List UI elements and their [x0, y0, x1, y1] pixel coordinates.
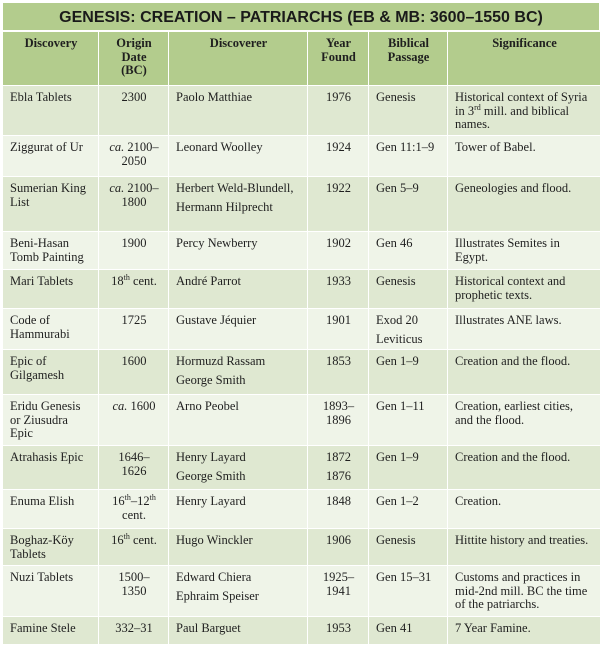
cell-significance: Historical context and prophetic texts. [448, 270, 601, 309]
cell-biblical-passage: Gen 11:1–9 [369, 136, 448, 177]
table-row [3, 446, 601, 490]
document-page [2, 2, 600, 645]
cell-origin-date: ca. 2100–1800 [99, 177, 169, 232]
cell-discoverer: André Parrot [169, 270, 308, 309]
cell-origin-date: 18th cent. [99, 270, 169, 309]
cell-biblical-passage: Gen 41 [369, 617, 448, 645]
cell-biblical-passage: Genesis [369, 529, 448, 566]
cell-discovery: Code of Hammurabi [3, 309, 99, 350]
cell-significance: Illustrates Semites in Egypt. [448, 232, 601, 270]
cell-significance: Customs and practices in mid-2nd mill. BC the time of the patriarchs. [448, 566, 601, 617]
cell-origin-date: 332–31 [99, 617, 169, 645]
header-year-found: Year Found [308, 32, 369, 86]
cell-origin-date: 2300 [99, 86, 169, 136]
cell-discoverer: Henry Layard George Smith [169, 446, 308, 490]
cell-significance: Creation, earliest cities, and the flood. [448, 395, 601, 446]
table-row [3, 270, 601, 309]
header-biblical-passage: Biblical Passage [369, 32, 448, 86]
table-row [3, 309, 601, 350]
cell-discoverer: Herbert Weld-Blundell, Hermann Hilprecht [169, 177, 308, 232]
cell-year-found: 1848 [308, 490, 369, 529]
table-row [3, 490, 601, 529]
header-discoverer: Discoverer [169, 32, 308, 86]
cell-biblical-passage: Gen 1–9 [369, 446, 448, 490]
table-row [3, 566, 601, 617]
table-row [3, 350, 601, 395]
cell-year-found: 1872 1876 [308, 446, 369, 490]
table-title: GENESIS: CREATION – PATRIARCHS (EB & MB: 3600–1550 BC) [2, 2, 600, 31]
cell-biblical-passage: Genesis [369, 270, 448, 309]
cell-origin-date: 1900 [99, 232, 169, 270]
cell-discoverer: Edward Chiera Ephraim Speiser [169, 566, 308, 617]
cell-biblical-passage: Gen 15–31 [369, 566, 448, 617]
cell-significance: Tower of Babel. [448, 136, 601, 177]
cell-origin-date: ca. 1600 [99, 395, 169, 446]
cell-discovery: Mari Tablets [3, 270, 99, 309]
cell-origin-date: 16th–12th cent. [99, 490, 169, 529]
cell-discovery: Eridu Genesis or Ziusudra Epic [3, 395, 99, 446]
cell-origin-date: 1725 [99, 309, 169, 350]
cell-discovery: Nuzi Tablets [3, 566, 99, 617]
table-row [3, 232, 601, 270]
table-row [3, 529, 601, 566]
cell-discovery: Enuma Elish [3, 490, 99, 529]
cell-significance: Geneologies and flood. [448, 177, 601, 232]
table-row [3, 395, 601, 446]
cell-discoverer: Paolo Matthiae [169, 86, 308, 136]
cell-significance: Hittite history and treaties. [448, 529, 601, 566]
cell-discovery: Sumerian King List [3, 177, 99, 232]
cell-year-found: 1933 [308, 270, 369, 309]
cell-year-found: 1924 [308, 136, 369, 177]
table-row [3, 136, 601, 177]
cell-biblical-passage: Gen 1–2 [369, 490, 448, 529]
cell-discovery: Epic of Gilgamesh [3, 350, 99, 395]
cell-significance: Creation. [448, 490, 601, 529]
header-origin-date: Origin Date (BC) [99, 32, 169, 86]
cell-significance: Historical context of Syria in 3rd mill. and biblical names. [448, 86, 601, 136]
cell-origin-date: 1646–1626 [99, 446, 169, 490]
cell-origin-date: 16th cent. [99, 529, 169, 566]
cell-discoverer: Henry Layard [169, 490, 308, 529]
cell-discovery: Ebla Tablets [3, 86, 99, 136]
cell-discovery: Ziggurat of Ur [3, 136, 99, 177]
table-row [3, 617, 601, 645]
cell-significance: Illustrates ANE laws. [448, 309, 601, 350]
cell-biblical-passage: Genesis [369, 86, 448, 136]
cell-significance: Creation and the flood. [448, 446, 601, 490]
cell-discoverer: Hormuzd Rassam George Smith [169, 350, 308, 395]
cell-biblical-passage: Gen 5–9 [369, 177, 448, 232]
cell-origin-date: 1600 [99, 350, 169, 395]
cell-significance: 7 Year Famine. [448, 617, 601, 645]
discoveries-table [2, 31, 601, 645]
cell-year-found: 1953 [308, 617, 369, 645]
cell-discovery: Beni-Hasan Tomb Painting [3, 232, 99, 270]
header-row [3, 32, 601, 86]
cell-biblical-passage: Gen 1–11 [369, 395, 448, 446]
header-significance: Significance [448, 32, 601, 86]
cell-discovery: Famine Stele [3, 617, 99, 645]
cell-discoverer: Hugo Winckler [169, 529, 308, 566]
cell-year-found: 1901 [308, 309, 369, 350]
cell-discoverer: Gustave Jéquier [169, 309, 308, 350]
header-discovery: Discovery [3, 32, 99, 86]
cell-biblical-passage: Gen 46 [369, 232, 448, 270]
cell-year-found: 1976 [308, 86, 369, 136]
cell-origin-date: ca. 2100–2050 [99, 136, 169, 177]
cell-discovery: Boghaz-Köy Tablets [3, 529, 99, 566]
cell-year-found: 1925–1941 [308, 566, 369, 617]
cell-discoverer: Percy Newberry [169, 232, 308, 270]
cell-discoverer: Arno Peobel [169, 395, 308, 446]
cell-discovery: Atrahasis Epic [3, 446, 99, 490]
cell-origin-date: 1500–1350 [99, 566, 169, 617]
cell-discoverer: Leonard Woolley [169, 136, 308, 177]
table-row [3, 86, 601, 136]
cell-year-found: 1902 [308, 232, 369, 270]
table-row [3, 177, 601, 232]
cell-biblical-passage: Gen 1–9 [369, 350, 448, 395]
cell-biblical-passage: Exod 20 Leviticus [369, 309, 448, 350]
cell-year-found: 1922 [308, 177, 369, 232]
cell-significance: Creation and the flood. [448, 350, 601, 395]
cell-year-found: 1893–1896 [308, 395, 369, 446]
cell-year-found: 1853 [308, 350, 369, 395]
cell-discoverer: Paul Barguet [169, 617, 308, 645]
cell-year-found: 1906 [308, 529, 369, 566]
